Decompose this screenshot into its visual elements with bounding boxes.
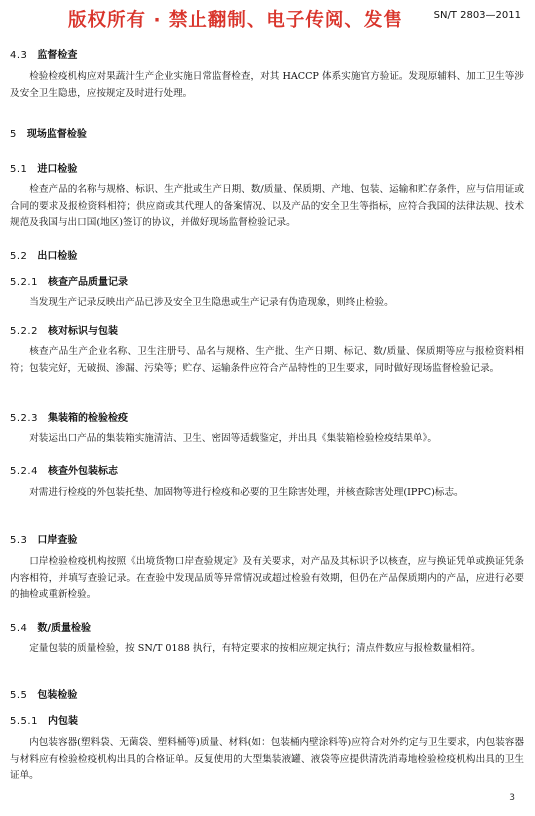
section-heading [10, 531, 77, 546]
section-title: 出口检验 [37, 251, 78, 262]
section-number: 5.3 [10, 535, 28, 546]
section-number: 5 [10, 129, 17, 140]
section-number: 5.2.2 [10, 326, 38, 337]
paragraph: 定量包装的质量检验，按 SN/T 0188 执行，有特定要求的按相应规定执行；清点件数应与报检数量相符。 [29, 643, 481, 654]
paragraph: 口岸检验检疫机构按照《出境货物口岸查验规定》及有关要求，对产品及其标识予以核查，应与换证凭单或换证凭条内容相符，并填写查验记录。在查验中发现品质等异常情况或超过检验有效期，但仍在产品保质期内的产品，应进行必要的抽检或重新检验。 [10, 556, 524, 600]
section-heading [10, 462, 118, 477]
paragraph: 核查产品生产企业名称、卫生注册号、品名与规格、生产批、生产日期、标记、数/质量、保质期等应与报检资料相符；包装完好，无破损、渗漏、污染等；贮存、运输条件应符合产品特性的卫生要求，同时做好现场监督检验记录。 [10, 346, 524, 374]
section-number: 5.2.1 [10, 277, 38, 288]
section-number: 5.5 [10, 690, 28, 701]
paragraph: 内包装容器(塑料袋、无菌袋、塑料桶等)质量、材料(如：包装桶内壁涂料等)应符合对外约定与卫生要求，内包装容器与材料应有检验检疫机构出具的合格证单。反复使用的大型集装液罐、液袋等应提供清洗消毒地检验检疫机构出具的卫生证单。 [10, 737, 524, 781]
section-title: 核对标识与包装 [47, 326, 118, 337]
section-heading [10, 125, 87, 140]
section-title: 包装检验 [37, 690, 78, 701]
paragraph: 对装运出口产品的集装箱实施清洁、卫生、密固等适载鉴定，并出具《集装箱检验检疫结果单》。 [29, 433, 437, 444]
section-number: 5.1 [10, 164, 28, 175]
section-number: 5.2 [10, 251, 28, 262]
section-heading [10, 247, 77, 262]
copyright-watermark: 版权所有 · 禁止翻制、电子传阅、发售 [68, 10, 403, 31]
section-title: 数/质量检验 [37, 623, 92, 634]
section-heading [10, 619, 91, 634]
standard-number: SN/T 2803—2011 [433, 10, 521, 21]
section-title: 核查外包装标志 [47, 466, 118, 477]
page-number: 3 [509, 793, 515, 803]
section-title: 集装箱的检验检疫 [47, 413, 128, 424]
section-title: 内包装 [47, 716, 78, 727]
section-title: 进口检验 [37, 164, 78, 175]
section-number: 5.5.1 [10, 716, 38, 727]
section-heading [10, 160, 77, 175]
paragraph: 当发现生产记录反映出产品已涉及安全卫生隐患或生产记录有伪造现象，则终止检验。 [29, 297, 394, 308]
paragraph: 检验检疫机构应对果蔬汁生产企业实施日常监督检查，对其 HACCP 体系实施官方验证。发现原辅料、加工卫生等涉及安全卫生隐患，应按规定及时进行处理。 [10, 71, 524, 99]
section-heading [10, 273, 128, 288]
section-title: 现场监督检验 [26, 129, 87, 140]
section-heading [10, 322, 118, 337]
paragraph: 检查产品的名称与规格、标识、生产批或生产日期、数/质量、保质期、产地、包装、运输和贮存条件，应与信用证或合同的要求及报检资料相符；供应商或其代理人的备案情况、以及产品的安全卫生等指标，应符合我国的法律法规、技术规范及我国与出口国(地区)签订的协议，并做好现场监督检验记录。 [10, 184, 524, 228]
section-title: 口岸查验 [37, 535, 78, 546]
paragraph: 对需进行检疫的外包装托垫、加固物等进行检疫和必要的卫生除害处理，并核查除害处理(IPPC)标志。 [29, 487, 464, 498]
section-number: 5.4 [10, 623, 28, 634]
section-heading [10, 46, 77, 61]
section-title: 核查产品质量记录 [47, 277, 128, 288]
section-number: 5.2.3 [10, 413, 38, 424]
section-heading [10, 712, 78, 727]
section-heading [10, 409, 128, 424]
section-heading [10, 686, 77, 701]
section-number: 4.3 [10, 50, 28, 61]
section-title: 监督检查 [37, 50, 78, 61]
section-number: 5.2.4 [10, 466, 38, 477]
